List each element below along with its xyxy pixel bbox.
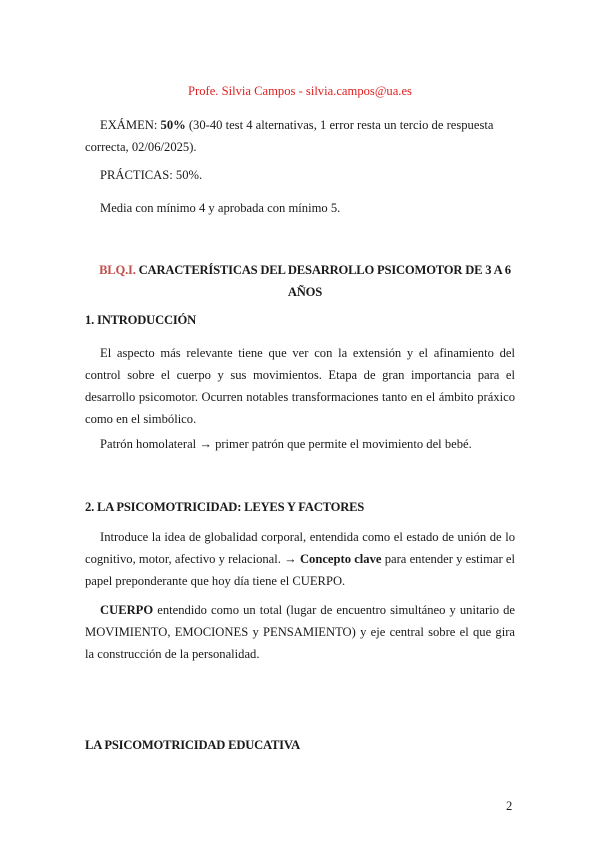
globality-text-end: para entender y estimar el papel preponderante que hoy día tiene el CUERPO. bbox=[85, 552, 516, 588]
practicas-line: PRÁCTICAS: 50%. bbox=[100, 168, 203, 182]
exam-percent: 50% bbox=[160, 118, 186, 132]
body-definition: entendido como un total (lugar de encuentro simultáneo y unitario de MOVIMIENTO, EMOCIONES y PENSAMIENTO) y eje central sobre el que gira la construcción de la personalidad. bbox=[85, 603, 515, 661]
exam-label: EXÁMEN: bbox=[100, 118, 161, 132]
intro-heading: 1. INTRODUCCIÓN bbox=[85, 313, 197, 327]
globality-paragraph bbox=[85, 526, 515, 592]
block-title bbox=[95, 259, 515, 303]
exam-paragraph bbox=[85, 114, 515, 158]
pattern-line: Patrón homolateral → primer patrón que permite el movimiento del bebé. bbox=[100, 437, 472, 451]
exam-detail: (30-40 test 4 alternativas, 1 error resta un tercio de respuesta correcta, 02/06/2025). bbox=[85, 118, 494, 154]
globality-text-start: Introduce la idea de globalidad corporal, entendida como el estado de unión de lo cognitivo, motor, afectivo y relacional. → bbox=[85, 530, 515, 566]
media-line: Media con mínimo 4 y aprobada con mínimo 5. bbox=[100, 201, 341, 215]
body-term: CUERPO bbox=[100, 603, 154, 617]
block-prefix: BLQ.I. bbox=[99, 263, 136, 277]
professor-contact: Profe. Silvia Campos - silvia.campos@ua.es bbox=[188, 84, 412, 98]
section2-heading: 2. LA PSICOMOTRICIDAD: LEYES Y FACTORES bbox=[85, 500, 365, 514]
key-concept: Concepto clave bbox=[299, 552, 382, 566]
block-title-text: CARACTERÍSTICAS DEL DESARROLLO PSICOMOTOR DE 3 A 6 AÑOS bbox=[135, 263, 511, 299]
body-paragraph bbox=[85, 599, 515, 665]
section3-heading: LA PSICOMOTRICIDAD EDUCATIVA bbox=[85, 738, 301, 752]
intro-paragraph: El aspecto más relevante tiene que ver con la extensión y el afinamiento del control sobre el cuerpo y sus movimientos. Etapa de gran importancia para el desarrollo psicomotor. Ocurren notables transformaciones tanto en el ámbito práxico como en el simbólico. bbox=[85, 346, 515, 426]
page-number: 2 bbox=[506, 799, 513, 813]
